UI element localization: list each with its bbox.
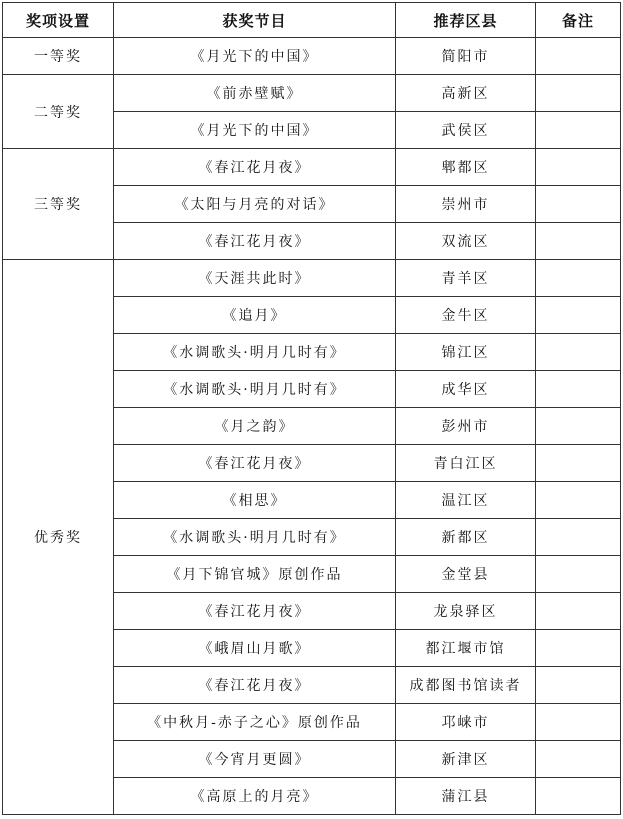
district-cell: 成都图书馆读者 (396, 667, 536, 704)
program-cell: 《春江花月夜》 (114, 593, 396, 630)
award-table-body (3, 38, 621, 815)
header-award-level: 奖项设置 (3, 3, 114, 38)
note-cell (536, 112, 621, 149)
table-row (3, 149, 621, 186)
program-cell: 《月下锦官城》原创作品 (114, 556, 396, 593)
note-cell (536, 223, 621, 260)
program-cell: 《春江花月夜》 (114, 445, 396, 482)
district-cell: 高新区 (396, 75, 536, 112)
note-cell (536, 445, 621, 482)
header-note: 备注 (536, 3, 621, 38)
program-cell: 《月光下的中国》 (114, 112, 396, 149)
district-cell: 简阳市 (396, 38, 536, 75)
program-cell: 《水调歌头·明月几时有》 (114, 519, 396, 556)
note-cell (536, 519, 621, 556)
program-cell: 《前赤壁赋》 (114, 75, 396, 112)
award-table (2, 2, 621, 815)
program-cell: 《高原上的月亮》 (114, 778, 396, 815)
district-cell: 都江堰市馆 (396, 630, 536, 667)
district-cell: 新津区 (396, 741, 536, 778)
program-cell: 《月之韵》 (114, 408, 396, 445)
program-cell: 《太阳与月亮的对话》 (114, 186, 396, 223)
district-cell: 金牛区 (396, 297, 536, 334)
program-cell: 《水调歌头·明月几时有》 (114, 371, 396, 408)
district-cell: 蒲江县 (396, 778, 536, 815)
note-cell (536, 334, 621, 371)
district-cell: 龙泉驿区 (396, 593, 536, 630)
note-cell (536, 593, 621, 630)
district-cell: 青白江区 (396, 445, 536, 482)
note-cell (536, 630, 621, 667)
program-cell: 《春江花月夜》 (114, 223, 396, 260)
program-cell: 《今宵月更圆》 (114, 741, 396, 778)
program-cell: 《春江花月夜》 (114, 149, 396, 186)
district-cell: 锦江区 (396, 334, 536, 371)
district-cell: 成华区 (396, 371, 536, 408)
district-cell: 新都区 (396, 519, 536, 556)
program-cell: 《中秋月-赤子之心》原创作品 (114, 704, 396, 741)
district-cell: 武侯区 (396, 112, 536, 149)
note-cell (536, 556, 621, 593)
table-row (3, 75, 621, 112)
note-cell (536, 778, 621, 815)
note-cell (536, 186, 621, 223)
program-cell: 《追月》 (114, 297, 396, 334)
note-cell (536, 38, 621, 75)
award-level-cell: 二等奖 (3, 75, 114, 149)
program-cell: 《相思》 (114, 482, 396, 519)
header-district: 推荐区县 (396, 3, 536, 38)
note-cell (536, 297, 621, 334)
district-cell: 双流区 (396, 223, 536, 260)
district-cell: 郫都区 (396, 149, 536, 186)
program-cell: 《春江花月夜》 (114, 667, 396, 704)
note-cell (536, 371, 621, 408)
header-program: 获奖节目 (114, 3, 396, 38)
district-cell: 青羊区 (396, 260, 536, 297)
program-cell: 《水调歌头·明月几时有》 (114, 334, 396, 371)
header-row (3, 3, 621, 38)
award-level-cell: 优秀奖 (3, 260, 114, 815)
note-cell (536, 704, 621, 741)
note-cell (536, 408, 621, 445)
district-cell: 金堂县 (396, 556, 536, 593)
table-row (3, 38, 621, 75)
district-cell: 彭州市 (396, 408, 536, 445)
note-cell (536, 260, 621, 297)
district-cell: 崇州市 (396, 186, 536, 223)
program-cell: 《天涯共此时》 (114, 260, 396, 297)
district-cell: 邛崃市 (396, 704, 536, 741)
district-cell: 温江区 (396, 482, 536, 519)
program-cell: 《峨眉山月歌》 (114, 630, 396, 667)
note-cell (536, 75, 621, 112)
note-cell (536, 667, 621, 704)
table-row (3, 260, 621, 297)
note-cell (536, 149, 621, 186)
award-level-cell: 三等奖 (3, 149, 114, 260)
note-cell (536, 482, 621, 519)
note-cell (536, 741, 621, 778)
award-level-cell: 一等奖 (3, 38, 114, 75)
program-cell: 《月光下的中国》 (114, 38, 396, 75)
